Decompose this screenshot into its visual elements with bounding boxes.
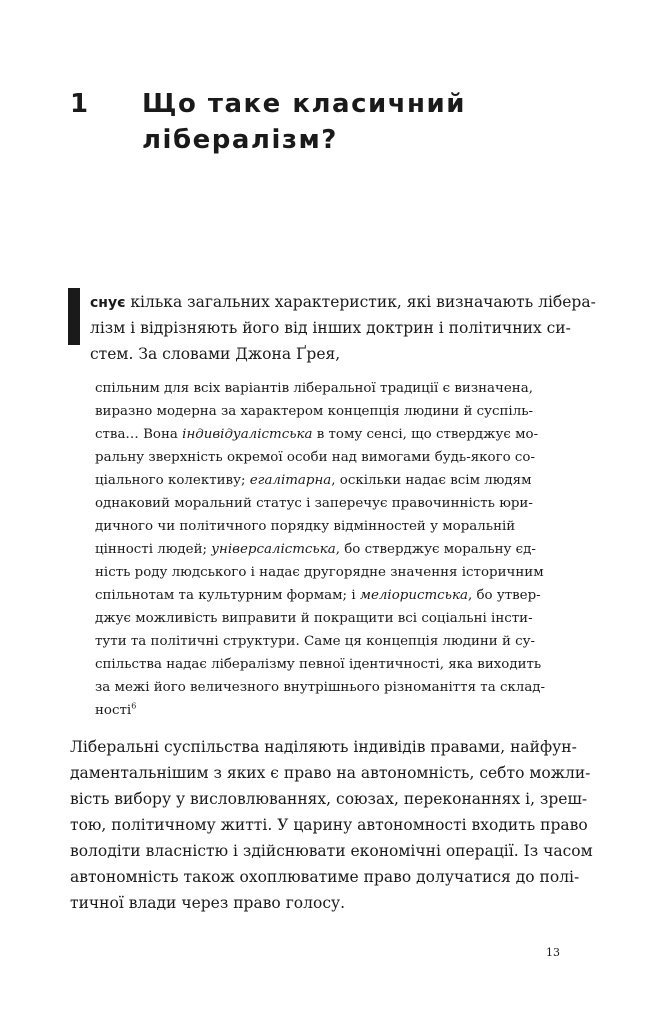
body-line: даментальнішим з яких є право на автономність, себто можли- [70,764,591,782]
quote-text: , бо стверджує моральну єд- [335,542,536,557]
quote-line: ральну зверхність окремої особи над вимогами будь-якого со- [95,450,536,465]
intro-line-1 [90,289,596,316]
chapter-title-line-1: Що таке класичний [142,89,466,119]
intro-line-2: лізм і відрізняють його від інших доктрин і політичних си- [90,319,571,337]
body-line: Ліберальні суспільства наділяють індивідів правами, найфун- [70,738,577,756]
quote-line: джує можливість виправити й покращити всі соціальні інсти- [95,611,533,626]
quote-emphasis: індивідуалістська [182,427,313,442]
quote-line [95,423,538,446]
intro-line-1-text: кілька загальних характеристик, які визначають лібера- [125,293,596,311]
quote-line: однаковий моральний статус і заперечує правочинність юри- [95,496,533,511]
quote-text: спільнотам та культурним формам; і [95,588,360,603]
quote-line [95,584,541,607]
quote-text: в тому сенсі, що стверджує мо- [312,427,539,442]
footnote-marker: 6 [131,701,137,711]
quote-line [95,469,532,492]
quote-line: дичного чи політичного порядку відмінностей у моральній [95,519,516,534]
body-line: тичної влади через право голосу. [70,894,346,912]
intro-line-3: стем. За словами Джона Ґрея, [90,345,341,363]
quote-line: спільним для всіх варіантів ліберальної традиції є визначена, [95,381,533,396]
quote-emphasis: універсалістська [211,542,336,557]
body-line: тою, політичному житті. У царину автономності входить право [70,816,588,834]
quote-emphasis: меліористська [359,588,468,603]
quote-line: ність роду людського і надає другорядне значення історичним [95,565,544,580]
quote-text: ства… Вона [95,427,183,442]
quote-text: ціального колективу; [95,473,250,488]
quote-text: , бо утвер- [467,588,541,603]
quote-text: ності [95,703,132,718]
quote-text: цінності людей; [95,542,212,557]
drop-cap [68,288,80,345]
quote-text: , оскільки надає всім людям [331,473,532,488]
body-line: автономність також охоплюватиме право долучатися до полі- [70,868,580,886]
chapter-title [142,86,602,158]
page-number: 13 [546,946,560,959]
chapter-title-line-2: лібералізм? [142,125,338,155]
quote-line: тути та політичні структури. Саме ця концепція людини й су- [95,634,536,649]
quote-emphasis: егалітарна [249,473,332,488]
body-line: вість вибору у висловлюваннях, союзах, переконаннях і, зреш- [70,790,588,808]
quote-line: спільства надає лібералізму певної ідентичності, яка виходить [95,657,542,672]
quote-line [95,699,136,722]
quote-line: виразно модерна за характером концепція людини й суспіль- [95,404,534,419]
quote-line: за межі його величезного внутрішнього різноманіття та склад- [95,680,546,695]
lead-word: снує [90,295,126,311]
chapter-number: 1 [70,89,89,119]
quote-line [95,538,536,561]
body-line: володіти власністю і здійснювати економічні операції. Із часом [70,842,593,860]
